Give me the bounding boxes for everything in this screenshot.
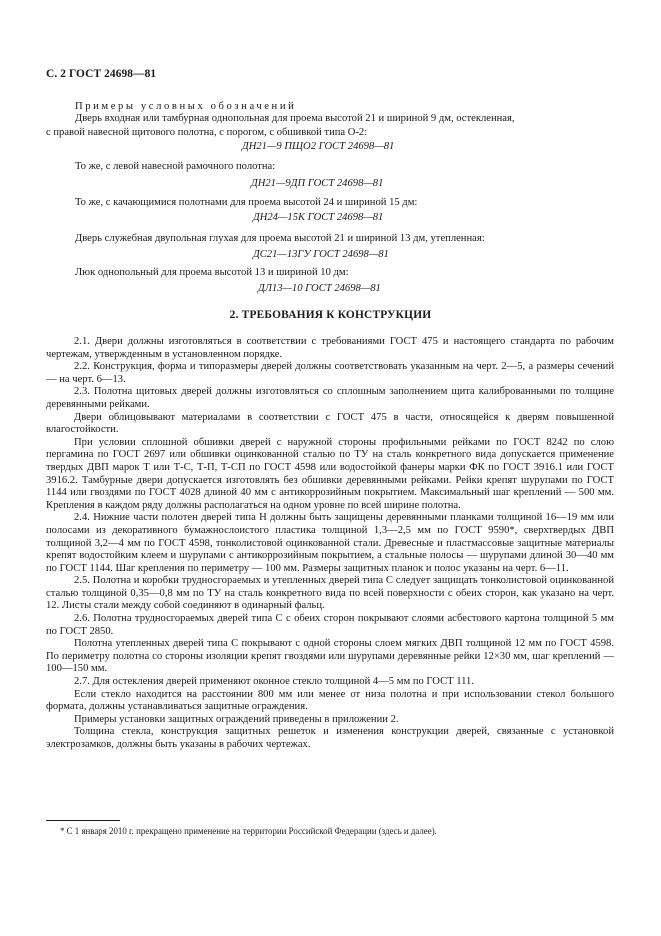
example-text-line: То же, с левой навесной рамочного полотна: <box>75 161 276 172</box>
footnote: * С 1 января 2010 г. прекращено применение на территории Российской Федерации (здесь и далее). <box>60 826 437 836</box>
paragraph: Толщина стекла, конструкция защитных решеток и изменения конструкции дверей, связанные с установкой электрозамков, должны быть указаны в рабочих чертежах. <box>46 726 614 750</box>
paragraph-2-2: 2.2. Конструкция, форма и типоразмеры дверей должны соответствовать указанным на черт. 2—5, а размеры сечений — на черт. 6—13. <box>46 361 614 385</box>
example-text-line: Люк однопольный для проема высотой 13 и шириной 10 дм: <box>75 267 349 278</box>
paragraph-2-4: 2.4. Нижние части полотен дверей типа Н должны быть защищены деревянными планками толщиной 16—19 мм или полосами из декоративного бумажнослоистого пластика толщиной 1,3—2,5 мм по ГОСТ 9590*, сверхтвердых ДВП толщиной 3,2—4 мм по ГОСТ 4598, тонколистовой оцинкованной стали. Древесные и пластмассовые защитные материалы крепят водостойким клеем и шурупами с антикоррозийным покрытием, а стальные полосы — шурупами длиной 30—40 мм по ГОСТ 1144. Шаг крепления по периметру — 100 мм. Размеры защитных планок и полос указаны на черт. 6—11. <box>46 512 614 574</box>
example-text-line: Дверь служебная двупольная глухая для проема высотой 21 и шириной 13 дм, утепленная: <box>75 233 485 244</box>
section-title: 2. ТРЕБОВАНИЯ К КОНСТРУКЦИИ <box>229 309 432 321</box>
example-designation: ДС21—13ГУ ГОСТ 24698—81 <box>253 249 389 260</box>
paragraph-2-3: 2.3. Полотна щитовых дверей должны изготовляться со сплошным заполнением щита калиброванными по толщине деревянными рейками. <box>46 386 614 410</box>
paragraph-2-7: 2.7. Для остекления дверей применяют оконное стекло толщиной 4—5 мм по ГОСТ 111. <box>74 676 475 688</box>
example-designation: ДН21—9ДП ГОСТ 24698—81 <box>251 178 384 189</box>
footnote-rule <box>46 820 120 821</box>
section-body <box>46 336 614 752</box>
example-text-line: Дверь входная или тамбурная однопольная для проема высотой 21 и шириной 9 дм, остекленная, <box>75 113 515 124</box>
example-designation: ДЛ13—10 ГОСТ 24698—81 <box>258 283 381 294</box>
paragraph: Двери облицовывают материалами в соответствии с ГОСТ 475 в части, относящейся к дверям повышенной влагостойкости. <box>46 411 614 436</box>
example-designation: ДН24—15К ГОСТ 24698—81 <box>253 212 384 223</box>
paragraph: При условии сплошной обшивки дверей с наружной стороны профильными рейками по ГОСТ 8242 по слою пергамина по ГОСТ 2697 или обшивки оцинкованной сталью по ТУ на сталь конкретного вида допускается применение твердых ДВП марок Т или Т-С, Т-П, Т-СП по ГОСТ 4598 или водостойкой фанеры марки ФК по ГОСТ 3916.1 или ГОСТ 3916.2. Тамбурные двери допускается изготовлять без обшивки деревянными рейками. Рейки крепят шурупами по ГОСТ 1144 или гвоздями по ГОСТ 4028 длиной 40 мм с антикоррозийным покрытием. Максимальный шаг креплений — 500 мм. Крепления в каждом ряду должны располагаться на одном уровне по всей ширине полотна. <box>46 436 614 511</box>
example-text-line: То же, с качающимися полотнами для проема высотой 24 и шириной 15 дм: <box>75 197 418 208</box>
example-text-line: с правой навесной щитового полотна, с порогом, с обшивкой типа О-2: <box>46 127 368 138</box>
paragraph-2-6: 2.6. Полотна трудносгораемых дверей типа С с обеих сторон покрывают слоями асбестового картона толщиной 5 мм по ГОСТ 2850. <box>46 613 614 637</box>
paragraph: Полотна утепленных дверей типа С покрывают с одной стороны слоем мягких ДВП толщиной 12 мм по ГОСТ 4598. По периметру полотна со стороны изоляции крепят гвоздями или шурупами деревянные рейки 12×30 мм, шаг креплений — 100—150 мм. <box>46 638 614 675</box>
examples-heading: Примеры условных обозначений <box>75 101 297 112</box>
page-header: С. 2 ГОСТ 24698—81 <box>46 68 157 80</box>
paragraph-2-5: 2.5. Полотна и коробки трудносгораемых и утепленных дверей типа С следует защищать тонколистовой оцинкованной сталью толщиной 0,35—0,8 мм по ТУ на сталь конкретного вида по всей поверхности с обеих сторон, как указано на черт. 12. Листы стали между собой соединяют в одинарный фальц. <box>46 575 614 612</box>
example-designation: ДН21—9 ПЩО2 ГОСТ 24698—81 <box>242 141 395 152</box>
paragraph: Примеры установки защитных ограждений приведены в приложении 2. <box>74 713 399 725</box>
paragraph: Если стекло находится на расстоянии 800 мм или менее от низа полотна и при использовании стекол большого формата, должны устанавливаться защитные ограждения. <box>46 688 614 713</box>
paragraph-2-1: 2.1. Двери должны изготовляться в соответствии с требованиями ГОСТ 475 и настоящего стандарта по рабочим чертежам, утвержденным в установленном порядке. <box>46 336 614 360</box>
